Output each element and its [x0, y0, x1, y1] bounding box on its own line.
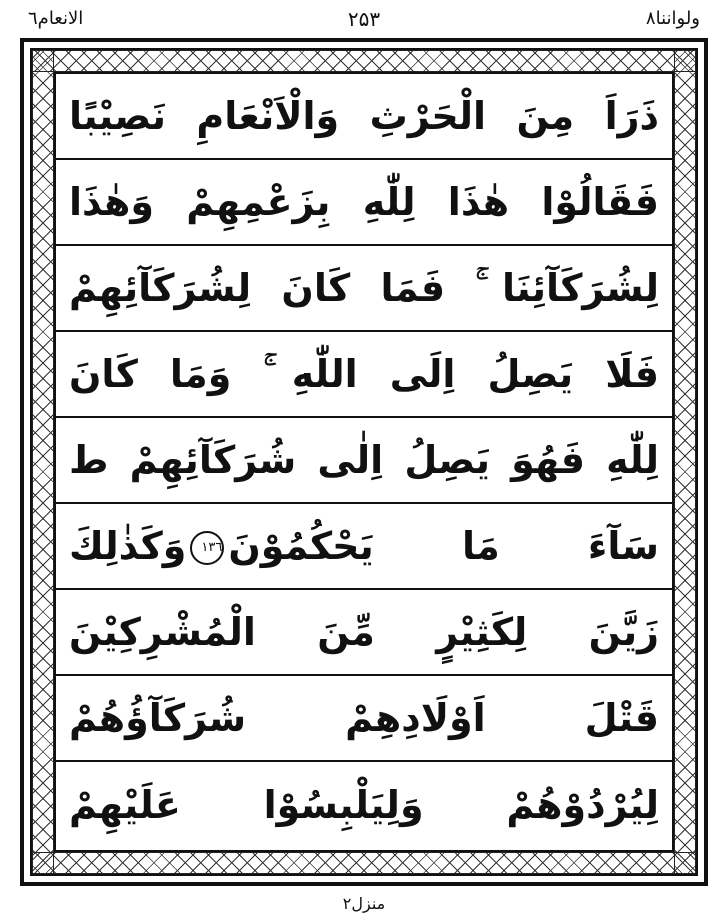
line-text: زَيَّنَ لِكَثِيْرٍ مِّنَ الْمُشْرِكِيْنَ: [69, 609, 659, 654]
page-number: ۲۵۳: [347, 7, 381, 31]
text-line: [56, 762, 672, 848]
page-footer: [0, 892, 728, 916]
line-text: لِلّٰهِ فَهُوَ يَصِلُ اِلٰى شُرَكَآئِهِمْ ط: [69, 437, 659, 482]
line-text: فَلَا يَصِلُ اِلَى اللّٰهِ ۚ وَمَا كَانَ: [69, 351, 659, 396]
page-header: [28, 6, 700, 32]
ayah-number-marker: ١٣٦: [190, 531, 224, 565]
line-text-after: وَكَذٰلِكَ: [69, 523, 187, 568]
line-text: [69, 518, 659, 575]
line-text: قَتْلَ اَوْلَادِهِمْ شُرَكَآؤُهُمْ: [69, 695, 659, 740]
border-pattern-top: [32, 50, 696, 72]
text-line: [56, 590, 672, 676]
text-line: [56, 74, 672, 160]
verse-text-area: [54, 72, 674, 852]
decorative-border: [30, 48, 698, 876]
line-text: ذَرَاَ مِنَ الْحَرْثِ وَالْاَنْعَامِ نَصِيْبًا: [69, 93, 659, 138]
line-text: لِشُرَكَآئِنَا ۚ فَمَا كَانَ لِشُرَكَآئِهِمْ: [69, 265, 659, 310]
text-line: [56, 418, 672, 504]
text-line: [56, 504, 672, 590]
border-pattern-right: [674, 50, 696, 874]
line-text: لِيُرْدُوْهُمْ وَلِيَلْبِسُوْا عَلَيْهِمْ: [69, 782, 659, 827]
text-line: [56, 332, 672, 418]
surah-name-label: الانعام٦: [28, 8, 84, 29]
juz-name-label: ولواننا٨: [645, 8, 700, 29]
page-frame: [20, 38, 708, 886]
border-pattern-left: [32, 50, 54, 874]
text-line: [56, 246, 672, 332]
text-line: [56, 160, 672, 246]
line-text-before: سَآءَ مَا يَحْكُمُوْنَ: [228, 523, 659, 568]
border-pattern-bottom: [32, 852, 696, 874]
line-text: فَقَالُوْا هٰذَا لِلّٰهِ بِزَعْمِهِمْ وَهٰذَا: [69, 179, 659, 224]
text-line: [56, 676, 672, 762]
manzil-label: منزل٢: [342, 894, 386, 913]
